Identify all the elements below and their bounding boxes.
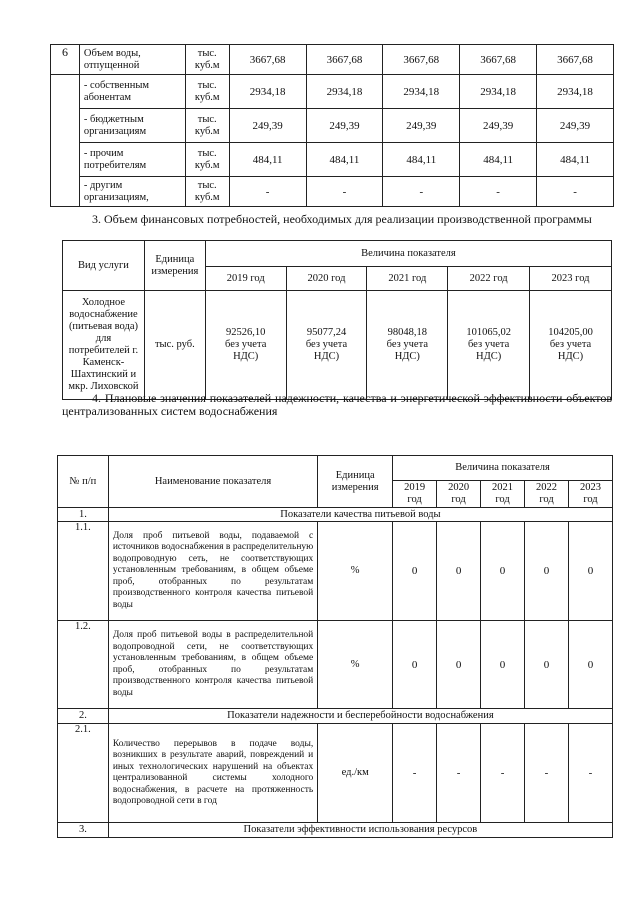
cell-value: - [393,724,437,823]
cell-value: - [525,724,569,823]
row-number [51,143,80,177]
cell-value: 484,11 [229,143,306,177]
year-header: 2019 год [393,481,437,508]
year-header: 2020 год [286,267,367,291]
cell-value: 2934,18 [537,75,614,109]
section-3-heading: 3. Объем финансовых потребностей, необходимых для реализации производственной программы [92,212,592,226]
row-number: 6 [51,45,80,75]
row-number [51,75,80,109]
cell-value: 0 [525,522,569,621]
cell-value: 0 [481,522,525,621]
cell-value: 3667,68 [460,45,537,75]
row-unit: тыс. куб.м [185,75,229,109]
row-name: Доля проб питьевой воды, подаваемой с источников водоснабжения в распределительную водопроводную сеть, не соответствующих установленным требованиям, в общем объеме проб, отобранных по результатам производственного контроля качества питьевой воды [108,522,317,621]
row-name: - бюджетным организациям [79,109,185,143]
column-header-value: Величина показателя [205,241,611,267]
table-row [58,724,613,823]
row-name: - другим организациям, [79,177,185,207]
cell-value: 3667,68 [537,45,614,75]
year-header: 2021 год [367,267,448,291]
cell-value: 0 [437,621,481,709]
cell-value: - [306,177,383,207]
cell-value: - [537,177,614,207]
row-name: Доля проб питьевой воды в распределительной водопроводной сети, не соответствующих установленным требованиям, в общем объеме проб, отобранных по результатам производственного контроля качества питьевой воды [108,621,317,709]
row-name: - прочим потребителям [79,143,185,177]
column-header-no: № п/п [58,456,109,508]
group-title: Показатели надежности и бесперебойности водоснабжения [108,709,612,724]
cell-value: 3667,68 [229,45,306,75]
row-number: 1.2. [58,621,109,709]
group-title: Показатели эффективности использования ресурсов [108,823,612,838]
year-header: 2020 год [437,481,481,508]
cell-value: 484,11 [383,143,460,177]
cell-value: 101065,02 без учета НДС) [448,291,530,400]
cell-value: - [460,177,537,207]
group-row [58,709,613,724]
cell-value: 0 [437,522,481,621]
year-header: 2023 год [568,481,612,508]
cell-value: 104205,00 без учета НДС) [530,291,612,400]
group-number: 3. [58,823,109,838]
cell-value: 249,39 [306,109,383,143]
row-number [51,177,80,207]
group-row [58,823,613,838]
cell-value: - [437,724,481,823]
table-row [63,291,612,400]
cell-value: 0 [481,621,525,709]
cell-value: - [568,724,612,823]
group-number: 2. [58,709,109,724]
cell-value: 249,39 [460,109,537,143]
cell-value: 249,39 [229,109,306,143]
table-row [51,177,614,207]
row-number [51,109,80,143]
cell-value: 2934,18 [383,75,460,109]
row-name: - собственным абонентам [79,75,185,109]
cell-value: 2934,18 [229,75,306,109]
column-header-unit: Единица измерения [144,241,205,291]
column-header-unit: Единица измерения [318,456,393,508]
row-unit: тыс. куб.м [185,143,229,177]
column-header-service: Вид услуги [63,241,145,291]
column-header-value: Величина показателя [393,456,613,481]
cell-value: 0 [393,621,437,709]
row-unit: ед./км [318,724,393,823]
row-unit: тыс. куб.м [185,109,229,143]
cell-value: 484,11 [537,143,614,177]
cell-value: 0 [568,621,612,709]
row-number: 2.1. [58,724,109,823]
table-row [51,45,614,75]
cell-value: 0 [525,621,569,709]
cell-value: 92526,10 без учета НДС) [205,291,286,400]
cell-value: 98048,18 без учета НДС) [367,291,448,400]
row-unit: % [318,621,393,709]
indicators-table [57,455,613,838]
table-row [51,109,614,143]
table-row [51,143,614,177]
cell-value: 0 [568,522,612,621]
row-unit: % [318,522,393,621]
cell-value: - [481,724,525,823]
cell-value: 3667,68 [383,45,460,75]
table-row [58,621,613,709]
section-4-heading: 4. Плановые значения показателей надежности, качества и энергетической эффективности объектов централизованных систем водоснабжения [62,391,612,418]
service-name: Холодное водоснабжение (питьевая вода) для потребителей г. Каменск-Шахтинский и мкр. Лиховской [63,291,145,400]
cell-value: - [383,177,460,207]
cell-value: - [229,177,306,207]
service-unit: тыс. руб. [144,291,205,400]
cell-value: 3667,68 [306,45,383,75]
year-header: 2021 год [481,481,525,508]
cell-value: 0 [393,522,437,621]
row-unit: тыс. куб.м [185,45,229,75]
cell-value: 2934,18 [460,75,537,109]
table-row [58,522,613,621]
water-volume-table [50,44,614,207]
row-unit: тыс. куб.м [185,177,229,207]
year-header: 2022 год [525,481,569,508]
financial-needs-table [62,240,612,400]
cell-value: 249,39 [383,109,460,143]
column-header-name: Наименование показателя [108,456,317,508]
year-header: 2019 год [205,267,286,291]
row-number: 1.1. [58,522,109,621]
cell-value: 484,11 [306,143,383,177]
row-name: Количество перерывов в подаче воды, возникших в результате аварий, повреждений и иных технологических нарушений на объектах централизованной системы холодного водоснабжения, в расчете на протяженность водопроводной сети в год [108,724,317,823]
group-row [58,508,613,522]
year-header: 2022 год [448,267,530,291]
group-title: Показатели качества питьевой воды [108,508,612,522]
cell-value: 2934,18 [306,75,383,109]
cell-value: 249,39 [537,109,614,143]
table-row [51,75,614,109]
group-number: 1. [58,508,109,522]
cell-value: 484,11 [460,143,537,177]
year-header: 2023 год [530,267,612,291]
row-name: Объем воды, отпущенной [79,45,185,75]
cell-value: 95077,24 без учета НДС) [286,291,367,400]
